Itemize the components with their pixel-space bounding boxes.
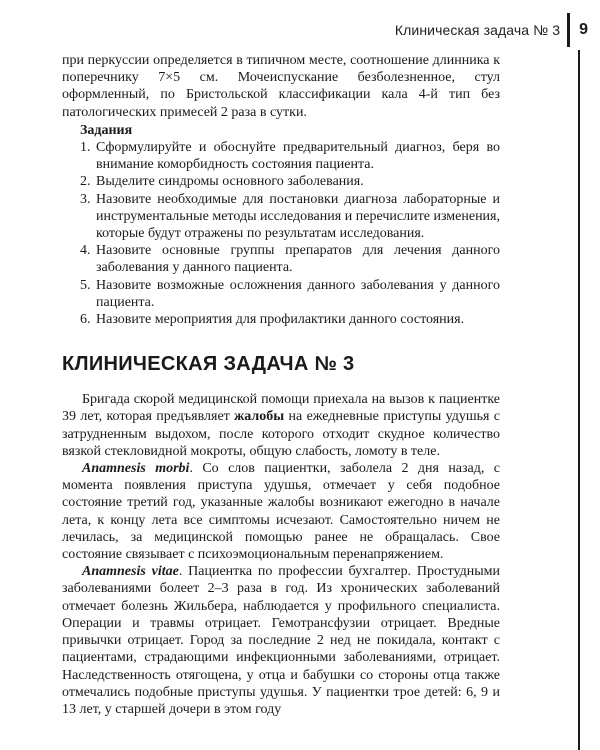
task-item: 4. Назовите основные группы препаратов для лечения данного заболевания у данного пациента. (94, 242, 500, 276)
complaints-text-after: на ежедневные приступы удушья с затрудненным выдохом, после которого отходит скудное количество вязкой стекловидной мокроты, общую слабость, ломоту в теле. (62, 409, 500, 459)
page-body (62, 52, 500, 718)
page-number: 9 (579, 21, 588, 38)
case-title: КЛИНИЧЕСКАЯ ЗАДАЧА № 3 (62, 353, 355, 376)
complaints-paragraph (62, 391, 500, 460)
task-item: 6. Назовите мероприятия для профилактики данного состояния. (94, 311, 500, 328)
task-item: 2. Выделите синдромы основного заболевания. (94, 173, 500, 190)
complaints-text-before: Бригада скорой медицинской помощи приехала на вызов к пациентке 39 лет, которая предъявляет (62, 392, 500, 425)
tasks-list (62, 139, 500, 328)
anamnesis-morbi-text: . Со слов пациентки, заболела 2 дня назад, с момента появления приступа удушья, отмечает у себя подобное состояние третий год, указанные жалобы возникают ежегодно в начале лета, к концу лета все симптомы исчезают. Самостоятельно ничем не лечилась, за медицинской помощью ранее не обращалась. Свое состояние связывает с психоэмоциональным перенапряжением. (62, 461, 500, 563)
anamnesis-morbi-paragraph (62, 460, 500, 563)
anamnesis-vitae-paragraph (62, 563, 500, 718)
task-item: 5. Назовите возможные осложнения данного заболевания у данного пациента. (94, 277, 500, 311)
anamnesis-vitae-label: Anamnesis vitae (82, 564, 179, 580)
running-head (395, 14, 588, 46)
intro-paragraph: при перкуссии определяется в типичном месте, соотношение длинника к поперечнику 7×5 см. Мочеиспускание безболезненное, стул оформленный, по Бристольской классификации кала 4-й тип без патологических примесей 2 раза в сутки. (62, 53, 500, 120)
tasks-heading: Задания (80, 122, 133, 138)
running-head-title: Клиническая задача № 3 (394, 22, 561, 38)
running-head-divider (567, 13, 570, 47)
margin-rule (578, 50, 580, 750)
task-item: 1. Сформулируйте и обоснуйте предварительный диагноз, беря во внимание коморбидность состояния пациента. (94, 139, 500, 173)
anamnesis-morbi-label: Anamnesis morbi (82, 461, 190, 477)
task-item: 3. Назовите необходимые для постановки диагноза лабораторные и инструментальные методы исследования и перечислите изменения, которые будут отражены по результатам исследования. (94, 191, 500, 243)
anamnesis-vitae-text: . Пациентка по профессии бухгалтер. Простудными заболеваниями болеет 2–3 раза в год. Из хронических заболеваний отмечает болезнь Жильбера, наблюдается у профильного специалиста. Операции и травмы отрицает. Гемотрансфузии отрицает. Вредные привычки отрицает. Город за последние 2 нед не покидала, контакт с пациентами, страдающими инфекционными заболеваниями, отрицает. Наследственность отягощена, у отца и бабушки со стороны отца также отмечались подобные приступы удушья. У пациентки трое детей: 6, 9 и 13 лет, у старшей дочери в этом году (62, 564, 500, 717)
complaints-keyword: жалобы (234, 409, 285, 425)
